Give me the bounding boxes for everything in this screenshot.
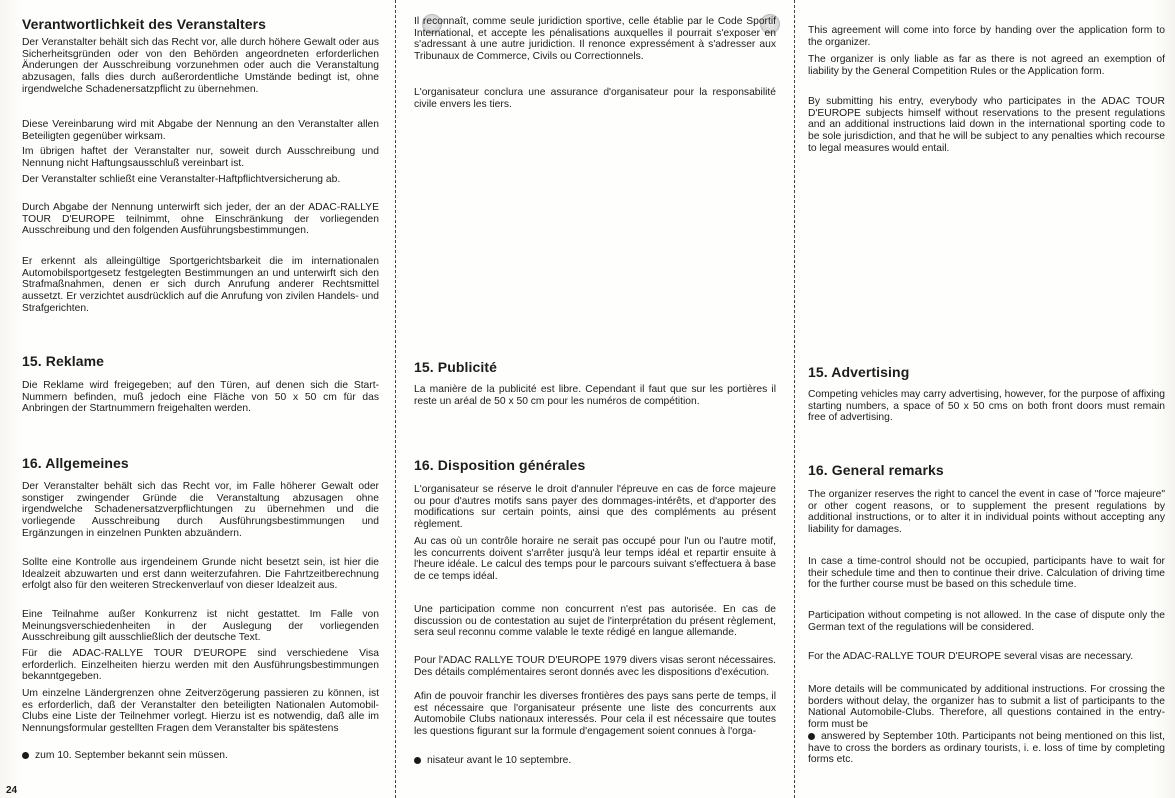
german-paragraph: Für die ADAC-RALLYE TOUR D'EUROPE sind verschiedene Visa erforderlich. Einzelheiten hierzu werden mit den Ausführungsbestimmungen bekanntgegeben. [22, 648, 379, 683]
english-section-15-title: 15. Advertising [808, 364, 910, 380]
french-paragraph: Afin de pouvoir franchir les diverses frontières des pays sans perte de temps, il est nécessaire que l'organisateur présente une liste des concurrents aux Automobile Clubs nationaux interessés. Pour cela il est nécessaire que toutes les questions figurant sur la formule d'engagement soient connues à l'orga- [414, 691, 776, 738]
german-title: Verantwortlichkeit des Veranstalters [22, 16, 267, 32]
german-paragraph: Durch Abgabe der Nennung unterwirft sich jeder, der an der ADAC-RALLYE TOUR D'EUROPE teilnimmt, ohne Einschränkung der vorliegenden Ausschreibung und den folgenden Ausführungsbestimmungen. [22, 202, 379, 237]
german-section-16-title: 16. Allgemeines [22, 455, 129, 471]
french-paragraph: Il reconnaît, comme seule juridiction sportive, celle établie par le Code Sportif International, et accepte les pénalisations auxquelles il pourrait s'exposer en s'adressant à une autre juridiction. Il renonce expressément à s'adresser aux Tribunaux de Commerce, Civils ou Correctionnels. [414, 16, 776, 63]
german-paragraph: Sollte eine Kontrolle aus irgendeinem Grunde nicht besetzt sein, ist hier die Idealzeit abzuwarten und erst dann weiterzufahren. Die Fahrtzeitberechnung erfolgt also für den weiteren Streckenverlauf von dieser Idealzeit aus. [22, 557, 379, 592]
english-paragraph: The organizer is only liable as far as there is not agreed an exemption of liability by the General Competition Rules or the Application form. [808, 54, 1165, 77]
german-section-15-text: Die Reklame wird freigegeben; auf den Türen, auf denen sich die Start-Nummern befinden, muß jedoch eine Fläche von 50 x 50 cm für das Anbringen der Startnummern freigehalten werden. [22, 380, 379, 415]
german-paragraph: Diese Vereinbarung wird mit Abgabe der Nennung an den Veranstalter allen Beteiligten gegenüber wirksam. [22, 119, 379, 142]
german-last-line: zum 10. September bekannt sein müssen. [22, 750, 379, 762]
german-paragraph: Im übrigen haftet der Veranstalter nur, soweit durch Ausschreibung und Nennung nicht Haftungsausschluß vereinbart ist. [22, 146, 379, 169]
column-divider [794, 0, 795, 798]
french-last-line: nisateur avant le 10 septembre. [414, 755, 776, 767]
english-paragraph: In case a time-control should not be occupied, participants have to wait for their schedule time and then to continue their drive. Calculation of driving time for the further course must be based on this schedule time. [808, 556, 1165, 591]
french-paragraph: L'organisateur conclura une assurance d'organisateur pour la responsabilité civile envers les tiers. [414, 87, 776, 110]
english-section-16-title: 16. General remarks [808, 462, 944, 478]
english-paragraph: For the ADAC-RALLYE TOUR D'EUROPE several visas are necessary. [808, 651, 1134, 662]
french-paragraph: Une participation comme non concurrent n'est pas autorisée. En cas de discussion ou de contestation au sujet de l'interprétation du présent règlement, sera seul reconnu comme valable le texte rédigé en langue allemande. [414, 604, 776, 639]
column-divider [395, 0, 396, 798]
bullet-icon [22, 752, 29, 759]
german-paragraph: Der Veranstalter schließt eine Veranstalter-Haftpflichtversicherung ab. [22, 174, 341, 185]
german-paragraph: Er erkennt als alleingültige Sportgerichtsbarkeit die im internationalen Automobilsportgesetz festgelegten Bestimmungen an und unterwirft sich den Strafmaßnahmen, denen er sich durch Anrufung anderer Rechtsmittel aussetzt. Er verzichtet ausdrücklich auf die Anrufung von zivilen Handels- und Strafgerichten. [22, 256, 379, 314]
english-paragraph: Participation without competing is not allowed. In the case of dispute only the German text of the regulations will be considered. [808, 610, 1165, 633]
french-column [414, 0, 776, 770]
bullet-icon [414, 757, 421, 764]
english-paragraph: More details will be communicated by additional instructions. For crossing the borders without delay, the organizer has to submit a list of participants to the National Automobile-Clubs. Therefore, all questions contained in the entry-form must be [808, 684, 1165, 731]
french-paragraph: Pour l'ADAC RALLYE TOUR D'EUROPE 1979 divers visas seront nécessaires. Des détails complémentaires seront donnés avec les dispositions d'exécution. [414, 655, 776, 678]
german-section-15-title: 15. Reklame [22, 353, 105, 369]
german-paragraph: Der Veranstalter behält sich das Recht vor, alle durch höhere Gewalt oder aus Sicherheitsgründen oder von den Behörden angeordneten erforderlichen Änderungen der Ausschreibung vorzunehmen oder auch die Veranstaltung abzusagen, falls dies durch außerordentliche Umstände bedingt ist, ohne irgendwelche Schadenersatzpflicht zu übernehmen. [22, 37, 379, 95]
french-section-16-title: 16. Disposition générales [414, 457, 586, 473]
french-paragraph: Au cas où un contrôle horaire ne serait pas occupé pour l'un ou l'autre motif, les concurrents doivent s'arrêter jusqu'à leur temps idéal et repartir ensuite à l'heure idéale. Le calcul des temps pour le parcours suivant s'effectuera à base de ce temps idéal. [414, 536, 776, 583]
english-paragraph: The organizer reserves the right to cancel the event in case of "force majeure" or other cogent reasons, or to supplement the present regulations by additional instructions, or to alter it in individual points without accepting any liability for damages. [808, 489, 1165, 536]
german-paragraph: Eine Teilnahme außer Konkurrenz ist nicht gestattet. Im Falle von Meinungsverschiedenheiten in der Auslegung der vorliegenden Ausschreibung gilt ausschließlich der deutsche Text. [22, 609, 379, 644]
german-paragraph: Der Veranstalter behält sich das Recht vor, im Falle höherer Gewalt oder sonstiger zwingender Gründe die Veranstaltung abzusagen ohne irgendwelche Schadenersatzverpflichtungen zu übernehmen und die vorliegende Ausschreibung durch Ausführungsbestimmungen und Ergänzungen in einzelnen Punkten abzuändern. [22, 481, 379, 539]
french-section-15-text: La manière de la publicité est libre. Cependant il faut que sur les portières il reste un aréal de 50 x 50 cm pour les numéros de compétition. [414, 384, 776, 407]
french-section-15-title: 15. Publicité [414, 359, 497, 375]
german-column [22, 0, 379, 770]
english-last-line: answered by September 10th. Participants not being mentioned on this list, have to cross the borders as ordinary tourists, i. e. loss of time by completing forms etc. [808, 731, 1165, 766]
english-column [808, 0, 1165, 770]
english-paragraph: By submitting his entry, everybody who participates in the ADAC TOUR D'EUROPE subjects himself without reservations to the present regulations and an additional instructions laid down in the international sporting code to be sole jurisdiction, and that he will be subject to any penalties which recourse to legal measures would entail. [808, 96, 1165, 154]
bullet-icon [808, 733, 815, 740]
english-section-15-text: Competing vehicles may carry advertising, however, for the purpose of affixing starting numbers, a space of 50 x 50 cms on both front doors must remain free of advertising. [808, 389, 1165, 424]
english-paragraph: This agreement will come into force by handing over the application form to the organizer. [808, 25, 1165, 48]
french-paragraph: L'organisateur se réserve le droit d'annuler l'épreuve en cas de force majeure ou pour d'autres motifs sans payer des dommages-intérêts, et d'apporter des modifications sur certain points, ainsi que des compléments au présent règlement. [414, 484, 776, 531]
page-number: 24 [6, 785, 18, 796]
german-paragraph: Um einzelne Ländergrenzen ohne Zeitverzögerung passieren zu können, ist es erforderlich, daß der Veranstalter den beteiligten Nationalen Automobil-Clubs eine Liste der Teilnehmer vorlegt. Hierzu ist es notwendig, daß alle im Nennungsformular gestellten Fragen dem Veranstalter bis spätestens [22, 688, 379, 735]
